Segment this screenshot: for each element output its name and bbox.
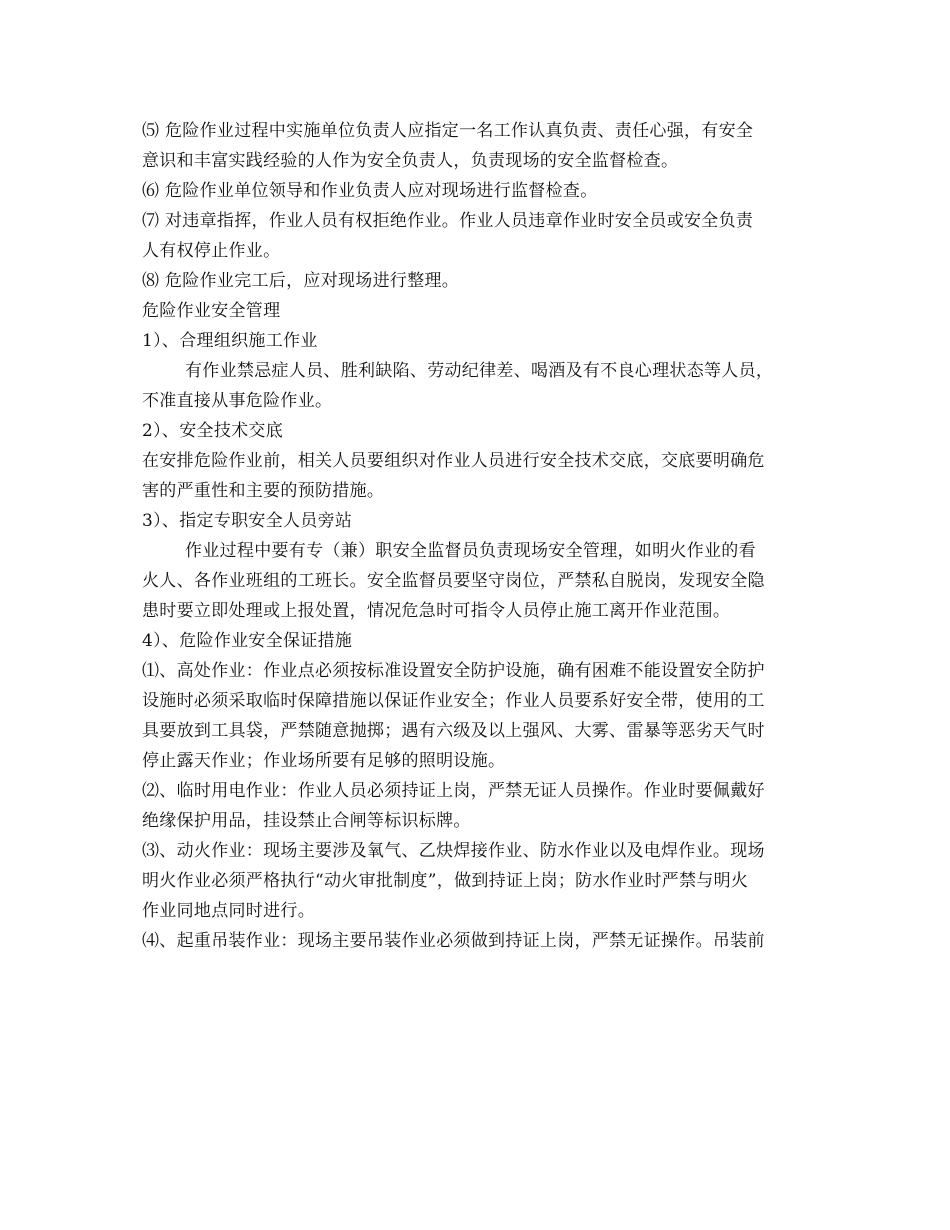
text-line: 不准直接从事危险作业。 bbox=[142, 391, 333, 411]
text-line: ⑻ 危险作业完工后，应对现场进行整理。 bbox=[142, 271, 460, 291]
text-line: 人有权停止作业。 bbox=[142, 241, 281, 261]
text-line: ⑶、动火作业：现场主要涉及氧气、乙炔焊接作业、防水作业以及电焊作业。现场 bbox=[142, 841, 765, 861]
text-line: 火人、各作业班组的工班长。安全监督员要坚守岗位，严禁私自脱岗，发现安全隐 bbox=[142, 571, 765, 591]
text-line: 作业同地点同时进行。 bbox=[142, 901, 315, 921]
text-line: 停止露天作业；作业场所要有足够的照明设施。 bbox=[142, 751, 506, 771]
subsection-heading: 1）、合理组织施工作业 bbox=[142, 331, 318, 351]
text-line: ⑴、高处作业：作业点必须按标准设置安全防护设施，确有困难不能设置安全防护 bbox=[142, 661, 765, 681]
text-line: ⑷、起重吊装作业：现场主要吊装作业必须做到持证上岗，严禁无证操作。吊装前 bbox=[142, 931, 765, 951]
text-line: ⑸ 危险作业过程中实施单位负责人应指定一名工作认真负责、责任心强，有安全 bbox=[142, 121, 754, 141]
text-line: 具要放到工具袋，严禁随意抛掷；遇有六级及以上强风、大雾、雷暴等恶劣天气时 bbox=[142, 721, 765, 741]
text-line: 作业过程中要有专（兼）职安全监督员负责现场安全管理，如明火作业的看 bbox=[185, 541, 756, 561]
subsection-heading: 4）、危险作业安全保证措施 bbox=[142, 631, 353, 651]
text-line: ⑵、临时用电作业：作业人员必须持证上岗，严禁无证人员操作。作业时要佩戴好 bbox=[142, 781, 765, 801]
text-line: 害的严重性和主要的预防措施。 bbox=[142, 481, 385, 501]
text-line: ⑹ 危险作业单位领导和作业负责人应对现场进行监督检查。 bbox=[142, 181, 598, 201]
text-line: ⑺ 对违章指挥，作业人员有权拒绝作业。作业人员违章作业时安全员或安全负责 bbox=[142, 211, 754, 231]
text-line: 患时要立即处理或上报处置，情况危急时可指令人员停止施工离开作业范围。 bbox=[142, 601, 731, 621]
text-line: 设施时必须采取临时保障措施以保证作业安全；作业人员要系好安全带，使用的工 bbox=[142, 691, 765, 711]
text-line: 意识和丰富实践经验的人作为安全负责人，负责现场的安全监督检查。 bbox=[142, 151, 679, 171]
subsection-heading: 3）、指定专职安全人员旁站 bbox=[142, 511, 353, 531]
text-line: 有作业禁忌症人员、胜利缺陷、劳动纪律差、喝酒及有不良心理状态等人员， bbox=[185, 361, 774, 381]
text-line: 绝缘保护用品，挂设禁止合闸等标识标牌。 bbox=[142, 811, 471, 831]
text-line: 在安排危险作业前，相关人员要组织对作业人员进行安全技术交底，交底要明确危 bbox=[142, 451, 765, 471]
section-heading: 危险作业安全管理 bbox=[142, 301, 281, 321]
text-line: 明火作业必须严格执行“动火审批制度”，做到持证上岗；防水作业时严禁与明火 bbox=[142, 871, 749, 891]
document-body bbox=[142, 116, 822, 956]
subsection-heading: 2）、安全技术交底 bbox=[142, 421, 284, 441]
